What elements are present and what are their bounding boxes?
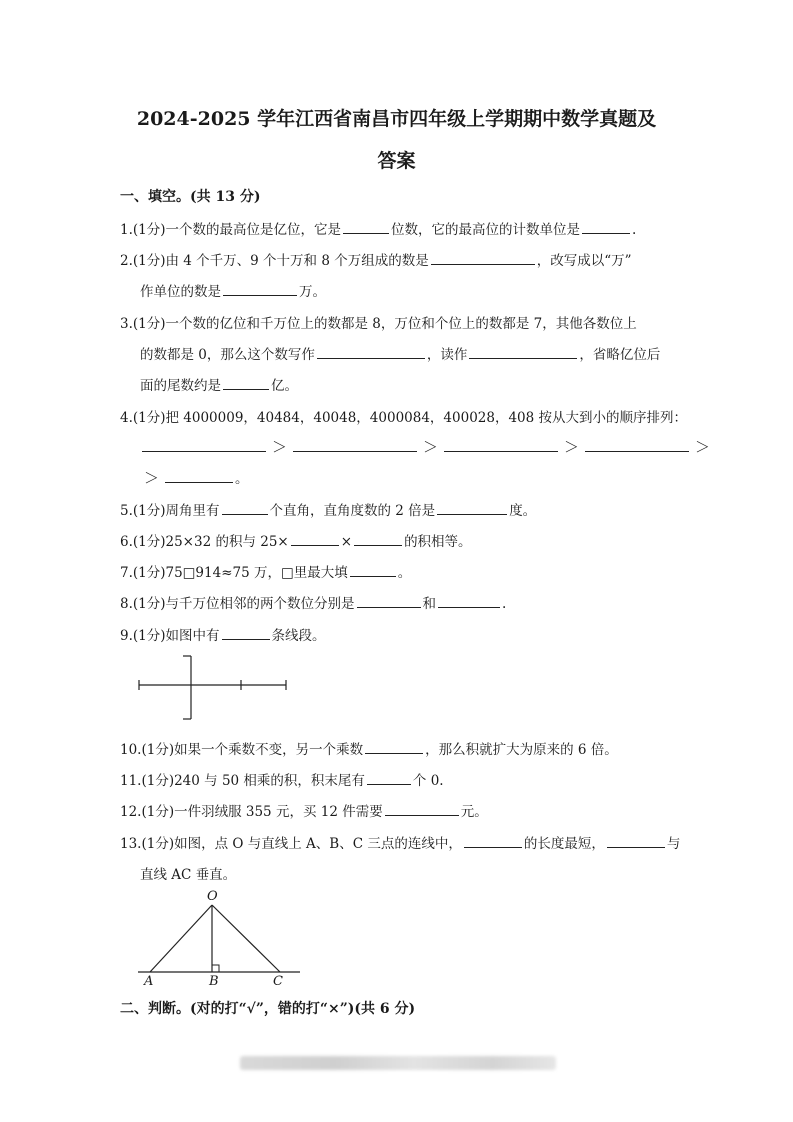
- answer-blank[interactable]: [350, 575, 396, 577]
- question-13: 13.(1分)如图，点 O 与直线上 A、B、C 三点的连线中， 的长度最短， 与: [120, 836, 681, 852]
- section-judgment-heading: 二、判断。(对的打“√”，错的打“×”)(共 6 分): [120, 1001, 416, 1017]
- answer-blank[interactable]: [367, 783, 411, 785]
- label-c: C: [273, 974, 283, 989]
- document-title-line2: 答案: [377, 150, 416, 172]
- answer-blank[interactable]: [142, 450, 266, 452]
- answer-blank[interactable]: [385, 814, 459, 816]
- segment-oc: [212, 905, 280, 972]
- document-title-line1: 2024-2025 学年江西省南昌市四年级上学期期中数学真题及: [136, 108, 657, 130]
- question-4: 4.(1分)把 4000009，40484，40048，4000084，400028，408 按从大到小的顺序排列：: [120, 410, 688, 426]
- answer-blank[interactable]: [438, 606, 500, 608]
- answer-blank[interactable]: [223, 294, 297, 296]
- answer-blank[interactable]: [222, 638, 270, 640]
- question-4-blanks2: ＞ 。: [144, 469, 249, 487]
- answer-blank[interactable]: [607, 846, 665, 848]
- answer-blank[interactable]: [365, 752, 423, 754]
- blurred-watermark: [240, 1056, 556, 1070]
- answer-blank[interactable]: [291, 544, 339, 546]
- answer-blank[interactable]: [293, 450, 417, 452]
- answer-blank[interactable]: [222, 513, 268, 515]
- answer-blank[interactable]: [357, 606, 421, 608]
- answer-blank[interactable]: [354, 544, 402, 546]
- question-12: 12.(1分)一件羽绒服 355 元，买 12 件需要 元。: [120, 804, 488, 820]
- question-3-cont2: 面的尾数约是 亿。: [140, 378, 298, 394]
- answer-blank[interactable]: [223, 388, 269, 390]
- question-3-cont: 的数都是 0，那么这个数写作 ，读作 ，省略亿位后: [140, 347, 661, 363]
- section-fill-in-heading: 一、填空。(共 13 分): [120, 189, 261, 205]
- answer-blank[interactable]: [343, 232, 389, 234]
- question-9: 9.(1分)如图中有 条线段。: [120, 628, 326, 644]
- segment-oa: [150, 905, 212, 972]
- question-3: 3.(1分)一个数的亿位和千万位上的数都是 8，万位和个位上的数都是 7，其他各数位上: [120, 316, 637, 332]
- question-8: 8.(1分)与千万位相邻的两个数位分别是 和 .: [120, 596, 507, 612]
- answer-blank[interactable]: [444, 450, 558, 452]
- question-1: 1.(1分)一个数的最高位是亿位，它是 位数，它的最高位的计数单位是 .: [120, 222, 637, 238]
- answer-blank[interactable]: [317, 357, 425, 359]
- question-13-cont: 直线 AC 垂直。: [140, 867, 237, 883]
- question-7: 7.(1分)75□914≈75 万，□里最大填 。: [120, 565, 412, 581]
- question-11: 11.(1分)240 与 50 相乘的积，积末尾有 个 0.: [120, 773, 444, 789]
- question-10: 10.(1分)如果一个乘数不变，另一个乘数 ，那么积就扩大为原来的 6 倍。: [120, 742, 618, 758]
- answer-blank[interactable]: [431, 263, 535, 265]
- question-2: 2.(1分)由 4 个千万、9 个十万和 8 个万组成的数是 ，改写成以“万”: [120, 253, 632, 269]
- answer-blank[interactable]: [437, 513, 507, 515]
- answer-blank[interactable]: [582, 232, 630, 234]
- answer-blank[interactable]: [165, 481, 233, 483]
- question-6: 6.(1分)25×32 的积与 25× × 的积相等。: [120, 534, 472, 550]
- label-o: O: [207, 889, 218, 904]
- question-4-blanks: ＞ ＞ ＞ ＞: [140, 436, 714, 457]
- question-5: 5.(1分)周角里有 个直角，直角度数的 2 倍是 度。: [120, 503, 537, 519]
- question-2-cont: 作单位的数是 万。: [140, 284, 326, 300]
- answer-blank[interactable]: [464, 846, 522, 848]
- answer-blank[interactable]: [585, 450, 689, 452]
- answer-blank[interactable]: [469, 357, 577, 359]
- line-segments-figure: [130, 650, 300, 730]
- right-angle-mark: [212, 965, 219, 972]
- label-b: B: [209, 974, 219, 989]
- label-a: A: [144, 974, 154, 989]
- triangle-figure: [130, 885, 310, 990]
